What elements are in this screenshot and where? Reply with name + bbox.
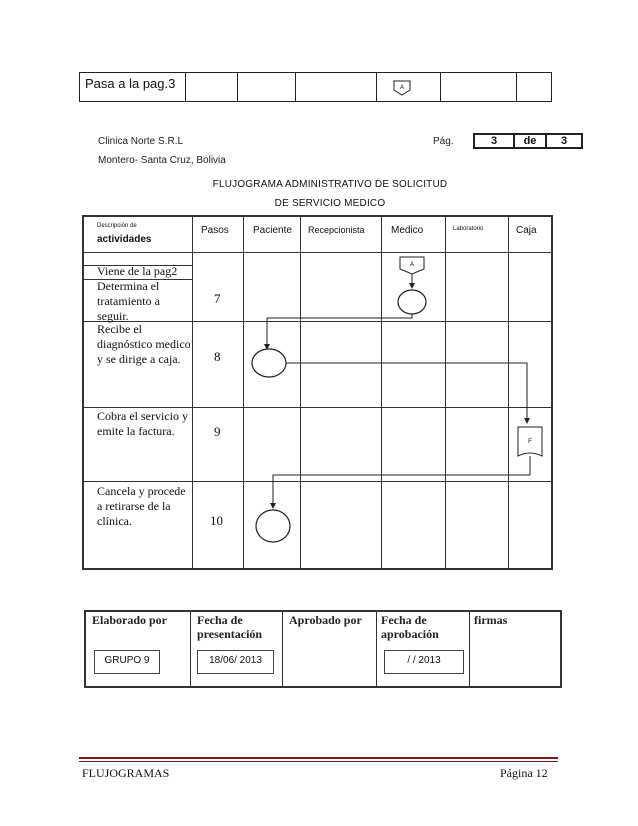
operation-circle-step7 <box>398 290 426 314</box>
footer-rule <box>79 757 558 759</box>
approval-table <box>84 610 562 688</box>
strip-divider <box>376 73 377 101</box>
page-total: 3 <box>560 135 568 147</box>
hdr-fecha-apr-1: Fecha de <box>381 613 427 627</box>
strip-divider <box>295 73 296 101</box>
fecha-aprobacion-value: / / 2013 <box>384 650 464 674</box>
strip-divider <box>440 73 441 101</box>
activity-row-0: Viene de la pag2 <box>97 264 178 278</box>
operation-circle-step10 <box>256 510 290 542</box>
activity-row-2: Recibe el diagnóstico medico y se dirige a caja. <box>97 322 191 366</box>
strip-divider <box>237 73 238 101</box>
step-9: 9 <box>214 424 221 439</box>
strip-divider <box>185 73 186 101</box>
continuation-strip <box>79 72 552 102</box>
approval-col-line <box>376 612 377 686</box>
page-de: de <box>523 135 537 147</box>
step-10: 10 <box>210 513 223 528</box>
page-counter-box <box>473 133 583 149</box>
col-desc-header: actividades <box>97 234 152 245</box>
hdr-aprobado: Aprobado por <box>289 613 362 627</box>
document-letter: F <box>528 439 532 445</box>
col-medico-header: Medico <box>391 225 424 236</box>
footer-rule-thin <box>79 761 558 762</box>
approval-col-line <box>282 612 283 686</box>
col-caja-header: Caja <box>516 225 537 236</box>
fecha-presentacion-value: 18/06/ 2013 <box>197 650 274 674</box>
connector-letter: A <box>399 85 405 91</box>
flowchart-grid <box>82 215 553 570</box>
hdr-fecha-apr-2: aprobación <box>381 627 439 641</box>
page-label: Pág. <box>433 136 454 147</box>
activity-row-3: Cobra el servicio y emite la factura. <box>97 409 188 438</box>
hdr-firmas: firmas <box>474 613 508 627</box>
col-pasos-header: Pasos <box>201 225 229 236</box>
hdr-fecha-pres-2: presentación <box>197 627 263 641</box>
connector-letter: A <box>409 262 415 268</box>
activity-row-4: Cancela y procede a retirarse de la clínica. <box>97 484 186 528</box>
continuation-label: Pasa a la pag.3 <box>85 76 176 91</box>
activity-row-1: Determina el tratamiento a seguir. <box>97 279 160 323</box>
approval-col-line <box>469 612 470 686</box>
hdr-fecha-pres-1: Fecha de <box>197 613 243 627</box>
chart-title-line1: FLUJOGRAMA ADMINISTRATIVO DE SOLICITUD <box>212 179 448 190</box>
page-current: 3 <box>490 135 498 147</box>
col-paciente-header: Paciente <box>253 225 292 236</box>
col-laboratorio-header: Laboratorio <box>453 226 484 232</box>
chart-title-line2: DE SERVICIO MEDICO <box>274 198 386 209</box>
step-7: 7 <box>214 291 221 306</box>
col-recepcionista-header: Recepcionista <box>308 225 365 235</box>
company-name: Clinica Norte S.R.L <box>98 136 184 147</box>
hdr-elaborado: Elaborado por <box>92 613 168 627</box>
step-8: 8 <box>214 349 221 364</box>
footer-section: FLUJOGRAMAS <box>82 766 170 780</box>
flow-diagram <box>84 217 551 568</box>
strip-divider <box>516 73 517 101</box>
col-desc-small: Descripción de <box>97 223 137 229</box>
footer-page-number: Página 12 <box>500 766 548 780</box>
offpage-connector-icon <box>393 80 411 96</box>
elaborado-value: GRUPO 9 <box>94 650 160 674</box>
company-location: Montero- Santa Cruz, Bolivia <box>98 155 226 166</box>
operation-circle-step8 <box>252 349 286 377</box>
approval-col-line <box>190 612 191 686</box>
